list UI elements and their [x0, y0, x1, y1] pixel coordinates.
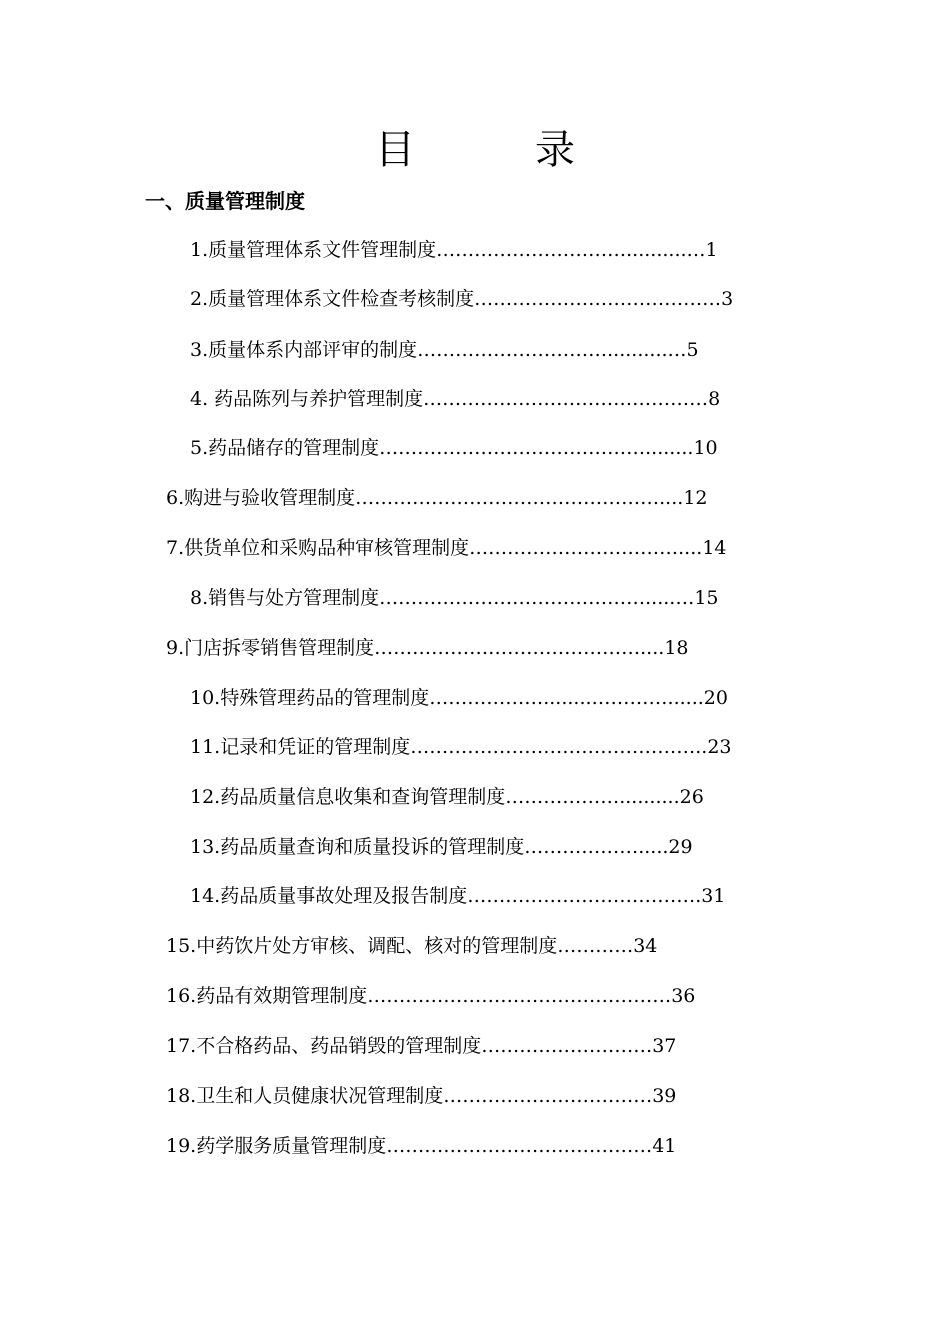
toc-entry-2[interactable] — [190, 285, 733, 313]
toc-entry-title: 2.质量管理体系文件检查考核制度 — [190, 288, 475, 310]
toc-entry-14[interactable] — [190, 882, 725, 910]
toc-entry-leader: ………………………………………… — [367, 985, 672, 1007]
toc-entry-leader: …………………………………….... — [374, 637, 665, 659]
toc-entry-title: 17.不合格药品、药品销毁的管理制度 — [166, 1035, 482, 1057]
toc-entry-page: 5 — [686, 339, 699, 361]
toc-entry-leader: ………… — [557, 935, 634, 957]
toc-entry-leader: ………………………………………….... — [355, 487, 684, 509]
toc-entry-leader: ………………........…………...... — [429, 687, 704, 709]
toc-entry-page: 1 — [705, 239, 718, 261]
toc-entry-leader: …………………………..........… — [436, 239, 706, 261]
page-title — [0, 120, 950, 180]
toc-entry-page: 23 — [707, 736, 732, 758]
toc-entry-page: 12 — [683, 487, 708, 509]
toc-entry-leader: …………………………….... — [469, 537, 703, 559]
toc-entry-page: 18 — [664, 637, 689, 659]
toc-entry-title: 16.药品有效期管理制度 — [166, 985, 368, 1007]
toc-entry-leader: ……………….......... — [505, 786, 680, 808]
toc-entry-page: 10 — [693, 437, 718, 459]
toc-entry-title: 3.质量体系内部评审的制度 — [190, 339, 418, 361]
toc-entry-6[interactable] — [166, 484, 708, 512]
toc-entry-title: 14.药品质量事故处理及报告制度 — [190, 885, 468, 907]
toc-entry-leader: …………………………………….....… — [379, 587, 695, 609]
title-char-2: 录 — [535, 127, 575, 173]
toc-entry-leader: ……………………………………… — [423, 388, 709, 410]
section-heading: 一、质量管理制度 — [145, 189, 305, 213]
toc-entry-leader: …………………………………… — [386, 1135, 653, 1157]
toc-entry-title: 7.供货单位和采购品种审核管理制度 — [166, 537, 470, 559]
toc-entry-4[interactable] — [190, 385, 720, 413]
toc-entry-page: 15 — [694, 587, 719, 609]
toc-entry-page: 34 — [633, 935, 658, 957]
toc-entry-leader: ……………………………………….. — [410, 736, 708, 758]
toc-entry-18[interactable] — [166, 1082, 676, 1110]
toc-entry-leader: ………………………………… — [474, 288, 722, 310]
toc-entry-16[interactable] — [166, 982, 695, 1010]
toc-entry-title: 15.中药饮片处方审核、调配、核对的管理制度 — [166, 935, 558, 957]
toc-entry-10[interactable] — [190, 684, 728, 712]
toc-entry-title: 18.卫生和人员健康状况管理制度 — [166, 1085, 444, 1107]
title-char-1: 目 — [375, 127, 415, 173]
toc-entry-page: 8 — [708, 388, 721, 410]
toc-entry-page: 36 — [671, 985, 696, 1007]
toc-entry-title: 19.药学服务质量管理制度 — [166, 1135, 387, 1157]
toc-entry-3[interactable] — [190, 336, 699, 364]
toc-entry-1[interactable] — [190, 236, 718, 264]
toc-entry-leader: …………………………… — [443, 1085, 653, 1107]
toc-entry-page: 20 — [703, 687, 728, 709]
toc-entry-title: 12.药品质量信息收集和查询管理制度 — [190, 786, 506, 808]
toc-entry-page: 39 — [652, 1085, 677, 1107]
toc-entry-15[interactable] — [166, 932, 657, 960]
toc-entry-page: 14 — [702, 537, 727, 559]
toc-entry-leader: ……………………………………........ — [379, 437, 694, 459]
toc-entry-title: 5.药品储存的管理制度 — [190, 437, 380, 459]
toc-entry-title: 10.特殊管理药品的管理制度 — [190, 687, 430, 709]
toc-entry-leader: ………………..... — [524, 836, 669, 858]
toc-entry-title: 13.药品质量查询和质量投诉的管理制度 — [190, 836, 525, 858]
toc-entry-title: 11.记录和凭证的管理制度 — [190, 736, 411, 758]
toc-entry-title: 1.质量管理体系文件管理制度 — [190, 239, 437, 261]
toc-entry-17[interactable] — [166, 1032, 676, 1060]
toc-entry-title: 8.销售与处方管理制度 — [190, 587, 380, 609]
toc-entry-13[interactable] — [190, 833, 693, 861]
toc-entry-title: 4. 药品陈列与养护管理制度 — [190, 388, 424, 410]
toc-entry-leader: ……………………… — [481, 1035, 653, 1057]
toc-entry-7[interactable] — [166, 534, 727, 562]
toc-entry-page: 37 — [652, 1035, 677, 1057]
toc-entry-page: 26 — [679, 786, 704, 808]
toc-entry-page: 41 — [652, 1135, 677, 1157]
toc-entry-leader: ………………………………. — [467, 885, 702, 907]
toc-entry-page: 29 — [668, 836, 693, 858]
toc-entry-title: 6.购进与验收管理制度 — [166, 487, 356, 509]
toc-entry-11[interactable] — [190, 733, 732, 761]
toc-entry-leader: …………………………..........… — [417, 339, 687, 361]
toc-entry-page: 3 — [721, 288, 734, 310]
toc-entry-5[interactable] — [190, 434, 718, 462]
toc-entry-8[interactable] — [190, 584, 719, 612]
toc-entry-12[interactable] — [190, 783, 704, 811]
toc-entry-19[interactable] — [166, 1132, 676, 1160]
toc-entry-title: 9.门店拆零销售管理制度 — [166, 637, 375, 659]
toc-entry-9[interactable] — [166, 634, 689, 662]
toc-entry-page: 31 — [701, 885, 726, 907]
